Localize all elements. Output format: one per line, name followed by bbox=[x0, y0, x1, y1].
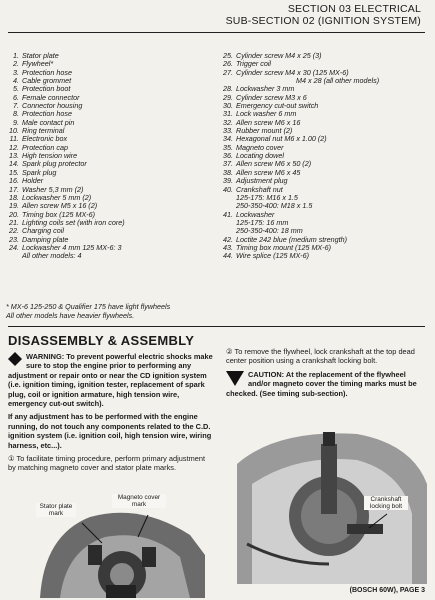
part-number: 18. bbox=[9, 192, 19, 202]
part-number: 32. bbox=[223, 117, 233, 127]
part-name: Cable grommet bbox=[22, 76, 72, 86]
part-name: Timing box (125 MX-6) bbox=[22, 209, 96, 219]
part-name: Washer 5,3 mm (2) bbox=[22, 184, 84, 194]
part-sub-line: 250-350-400: M18 x 1.5 bbox=[236, 201, 313, 211]
part-number: 5. bbox=[13, 84, 19, 94]
part-name: Spark plug bbox=[22, 167, 57, 177]
part-number: 41. bbox=[223, 209, 233, 219]
part-number: 19. bbox=[9, 201, 19, 211]
part-number: 42. bbox=[223, 234, 233, 244]
part-name: Female connector bbox=[22, 92, 80, 102]
part-number: 37. bbox=[223, 159, 233, 169]
part-number: 3. bbox=[13, 67, 19, 77]
magneto-cover-mark-label: Magneto cover mark bbox=[112, 494, 166, 508]
page-footer: (BOSCH 60W), PAGE 3 bbox=[349, 587, 425, 594]
part-name: Flywheel* bbox=[22, 59, 54, 69]
part-number: 35. bbox=[223, 142, 233, 152]
part-number: 9. bbox=[13, 117, 19, 127]
part-number: 7. bbox=[13, 101, 19, 111]
part-name: Protection boot bbox=[22, 84, 71, 94]
part-number: 8. bbox=[13, 109, 19, 119]
part-name: Connector housing bbox=[22, 101, 83, 111]
part-sub-line: 125-175: 16 mm bbox=[236, 217, 289, 227]
part-number: 38. bbox=[223, 167, 233, 177]
stator-plate-mark-label: Stator plate mark bbox=[36, 503, 76, 517]
part-number: 30. bbox=[223, 101, 233, 111]
part-name: Cylinder screw M4 x 30 (125 MX-6) bbox=[236, 67, 349, 77]
part-name: Lockwasher 5 mm (2) bbox=[22, 192, 92, 202]
part-name: Lockwasher 4 mm 125 MX-6: 3 bbox=[22, 242, 122, 252]
part-name: Allen screw M6 x 50 (2) bbox=[236, 159, 312, 169]
part-number: 39. bbox=[223, 176, 233, 186]
part-number: 34. bbox=[223, 134, 233, 144]
footnote-line-1: * MX-6 125-250 & Qualifier 175 have light flywheels bbox=[6, 302, 171, 311]
section-title: SECTION 03 ELECTRICAL bbox=[287, 3, 421, 15]
part-number: 13. bbox=[9, 151, 19, 161]
part-number: 21. bbox=[9, 217, 19, 227]
part-number: 14. bbox=[9, 159, 19, 169]
section-rule bbox=[8, 326, 425, 327]
part-number: 10. bbox=[9, 126, 19, 136]
part-number: 4. bbox=[13, 76, 19, 86]
part-name: Allen screw M5 x 16 (2) bbox=[22, 201, 98, 211]
parts-list-left bbox=[6, 52, 211, 261]
part-name: Electronic box bbox=[22, 134, 68, 144]
subsection-title: SUB-SECTION 02 (IGNITION SYSTEM) bbox=[225, 15, 421, 27]
part-number: 26. bbox=[223, 59, 233, 69]
part-name: Protection cap bbox=[22, 142, 68, 152]
part-number: 1. bbox=[13, 51, 19, 60]
part-name: Lock washer 6 mm bbox=[236, 109, 297, 119]
part-name: Holder bbox=[22, 176, 44, 186]
caution-paragraph bbox=[226, 370, 426, 398]
part-name: Allen screw M6 x 16 bbox=[236, 117, 301, 127]
part-number: 24. bbox=[9, 242, 19, 252]
part-name: Lockwasher 3 mm bbox=[236, 84, 295, 94]
warning-text: WARNING: To prevent powerful electric shocks make sure to stop the engine prior to performing any adjustment or repair onto or near the CD ignition system (i.e. ignition timing, ignition tester, replacement of spark plug, coil or ignition armature, high tension wire, emergency cut-out switch). bbox=[8, 352, 213, 409]
part-name: Lighting coils set (with iron core) bbox=[22, 217, 125, 227]
part-number: 11. bbox=[9, 134, 19, 144]
part-number: 43. bbox=[223, 242, 233, 252]
warning-diamond-icon bbox=[8, 352, 22, 366]
part-number: 12. bbox=[9, 142, 19, 152]
part-name: Crankshaft nut bbox=[236, 184, 283, 194]
part-name: Locating dowel bbox=[236, 151, 284, 161]
part-name: Trigger coil bbox=[236, 59, 272, 69]
note-paragraph: If any adjustment has to be performed with the engine running, do not touch any components related to the C.D. ignition system (i.e. ignition coil, high tension wire, wiring harness, etc...). bbox=[8, 412, 212, 450]
part-name: Ring terminal bbox=[22, 126, 65, 136]
part-number: 25. bbox=[223, 51, 233, 60]
part-name: Protection hose bbox=[22, 67, 72, 77]
part-name: Allen screw M6 x 45 bbox=[236, 167, 301, 177]
part-number: 17. bbox=[9, 184, 19, 194]
part-name: Emergency cut-out switch bbox=[236, 101, 319, 111]
part-sub-line: 250-350-400: 18 mm bbox=[236, 226, 303, 236]
caution-text: CAUTION: At the replacement of the flywheel and/or magneto cover the timing marks must be checked. (See timing sub-section). bbox=[226, 369, 417, 398]
part-name: Wire splice (125 MX-6) bbox=[236, 251, 310, 261]
caution-triangle-icon bbox=[226, 371, 244, 386]
part-name: Spark plug protector bbox=[22, 159, 87, 169]
part-number: 33. bbox=[223, 126, 233, 136]
parts-list-right bbox=[220, 52, 430, 261]
part-name: Cylinder screw M4 x 25 (3) bbox=[236, 51, 322, 60]
part-number: 36. bbox=[223, 151, 233, 161]
part-name: Protection hose bbox=[22, 109, 72, 119]
part-number: 22. bbox=[9, 226, 19, 236]
footnote bbox=[6, 303, 170, 320]
part-number: 20. bbox=[9, 209, 19, 219]
part-sub-line: All other models: 4 bbox=[22, 251, 82, 261]
part-number: 44. bbox=[223, 251, 233, 261]
part-number: 28. bbox=[223, 84, 233, 94]
page-header bbox=[226, 3, 421, 27]
part-name: Adjustment plug bbox=[236, 176, 288, 186]
part-number: 29. bbox=[223, 92, 233, 102]
part-number: 2. bbox=[13, 59, 19, 69]
part-number: 23. bbox=[9, 234, 19, 244]
part-number: 27. bbox=[223, 67, 233, 77]
part-name: Loctite 242 blue (medium strength) bbox=[236, 234, 348, 244]
left-column bbox=[8, 352, 213, 477]
part-name: Male contact pin bbox=[22, 117, 75, 127]
footnote-line-2: All other models have heavier flywheels. bbox=[6, 310, 135, 320]
part-name: Timing box mount (125 MX-6) bbox=[236, 242, 332, 252]
crankshaft-locking-bolt-label: Crankshaft locking bolt bbox=[364, 496, 408, 510]
warning-paragraph bbox=[8, 352, 213, 408]
part-name: Cylinder screw M3 x 6 bbox=[236, 92, 307, 102]
part-name: Rubber mount (2) bbox=[236, 126, 293, 136]
part-number: 40. bbox=[223, 184, 233, 194]
header-rule bbox=[8, 32, 425, 33]
part-sub-line: M4 x 28 (all other models) bbox=[296, 76, 380, 86]
section-heading: DISASSEMBLY & ASSEMBLY bbox=[8, 333, 195, 348]
part-name: Damping plate bbox=[22, 234, 69, 244]
part-name: High tension wire bbox=[22, 151, 78, 161]
part-name: Magneto cover bbox=[236, 142, 284, 152]
part-name: Stator plate bbox=[22, 51, 59, 60]
part-item bbox=[220, 252, 430, 260]
part-number: 15. bbox=[9, 167, 19, 177]
part-name: Charging coil bbox=[22, 226, 64, 236]
right-column bbox=[226, 347, 426, 402]
part-number: 6. bbox=[13, 92, 19, 102]
step-2-paragraph: ② To remove the flywheel, lock crankshaft at the top dead center position using a crankshaft locking bolt. bbox=[226, 347, 415, 366]
part-sub-line: 125-175: M16 x 1.5 bbox=[236, 192, 298, 202]
part-number: 31. bbox=[223, 109, 233, 119]
part-number: 16. bbox=[9, 176, 19, 186]
part-name: Lockwasher bbox=[236, 209, 275, 219]
step-1-paragraph: ① To facilitate timing procedure, perform primary adjustment by matching magneto cover and stator plate marks. bbox=[8, 454, 206, 473]
part-name: Hexagonal nut M6 x 1.00 (2) bbox=[236, 134, 327, 144]
